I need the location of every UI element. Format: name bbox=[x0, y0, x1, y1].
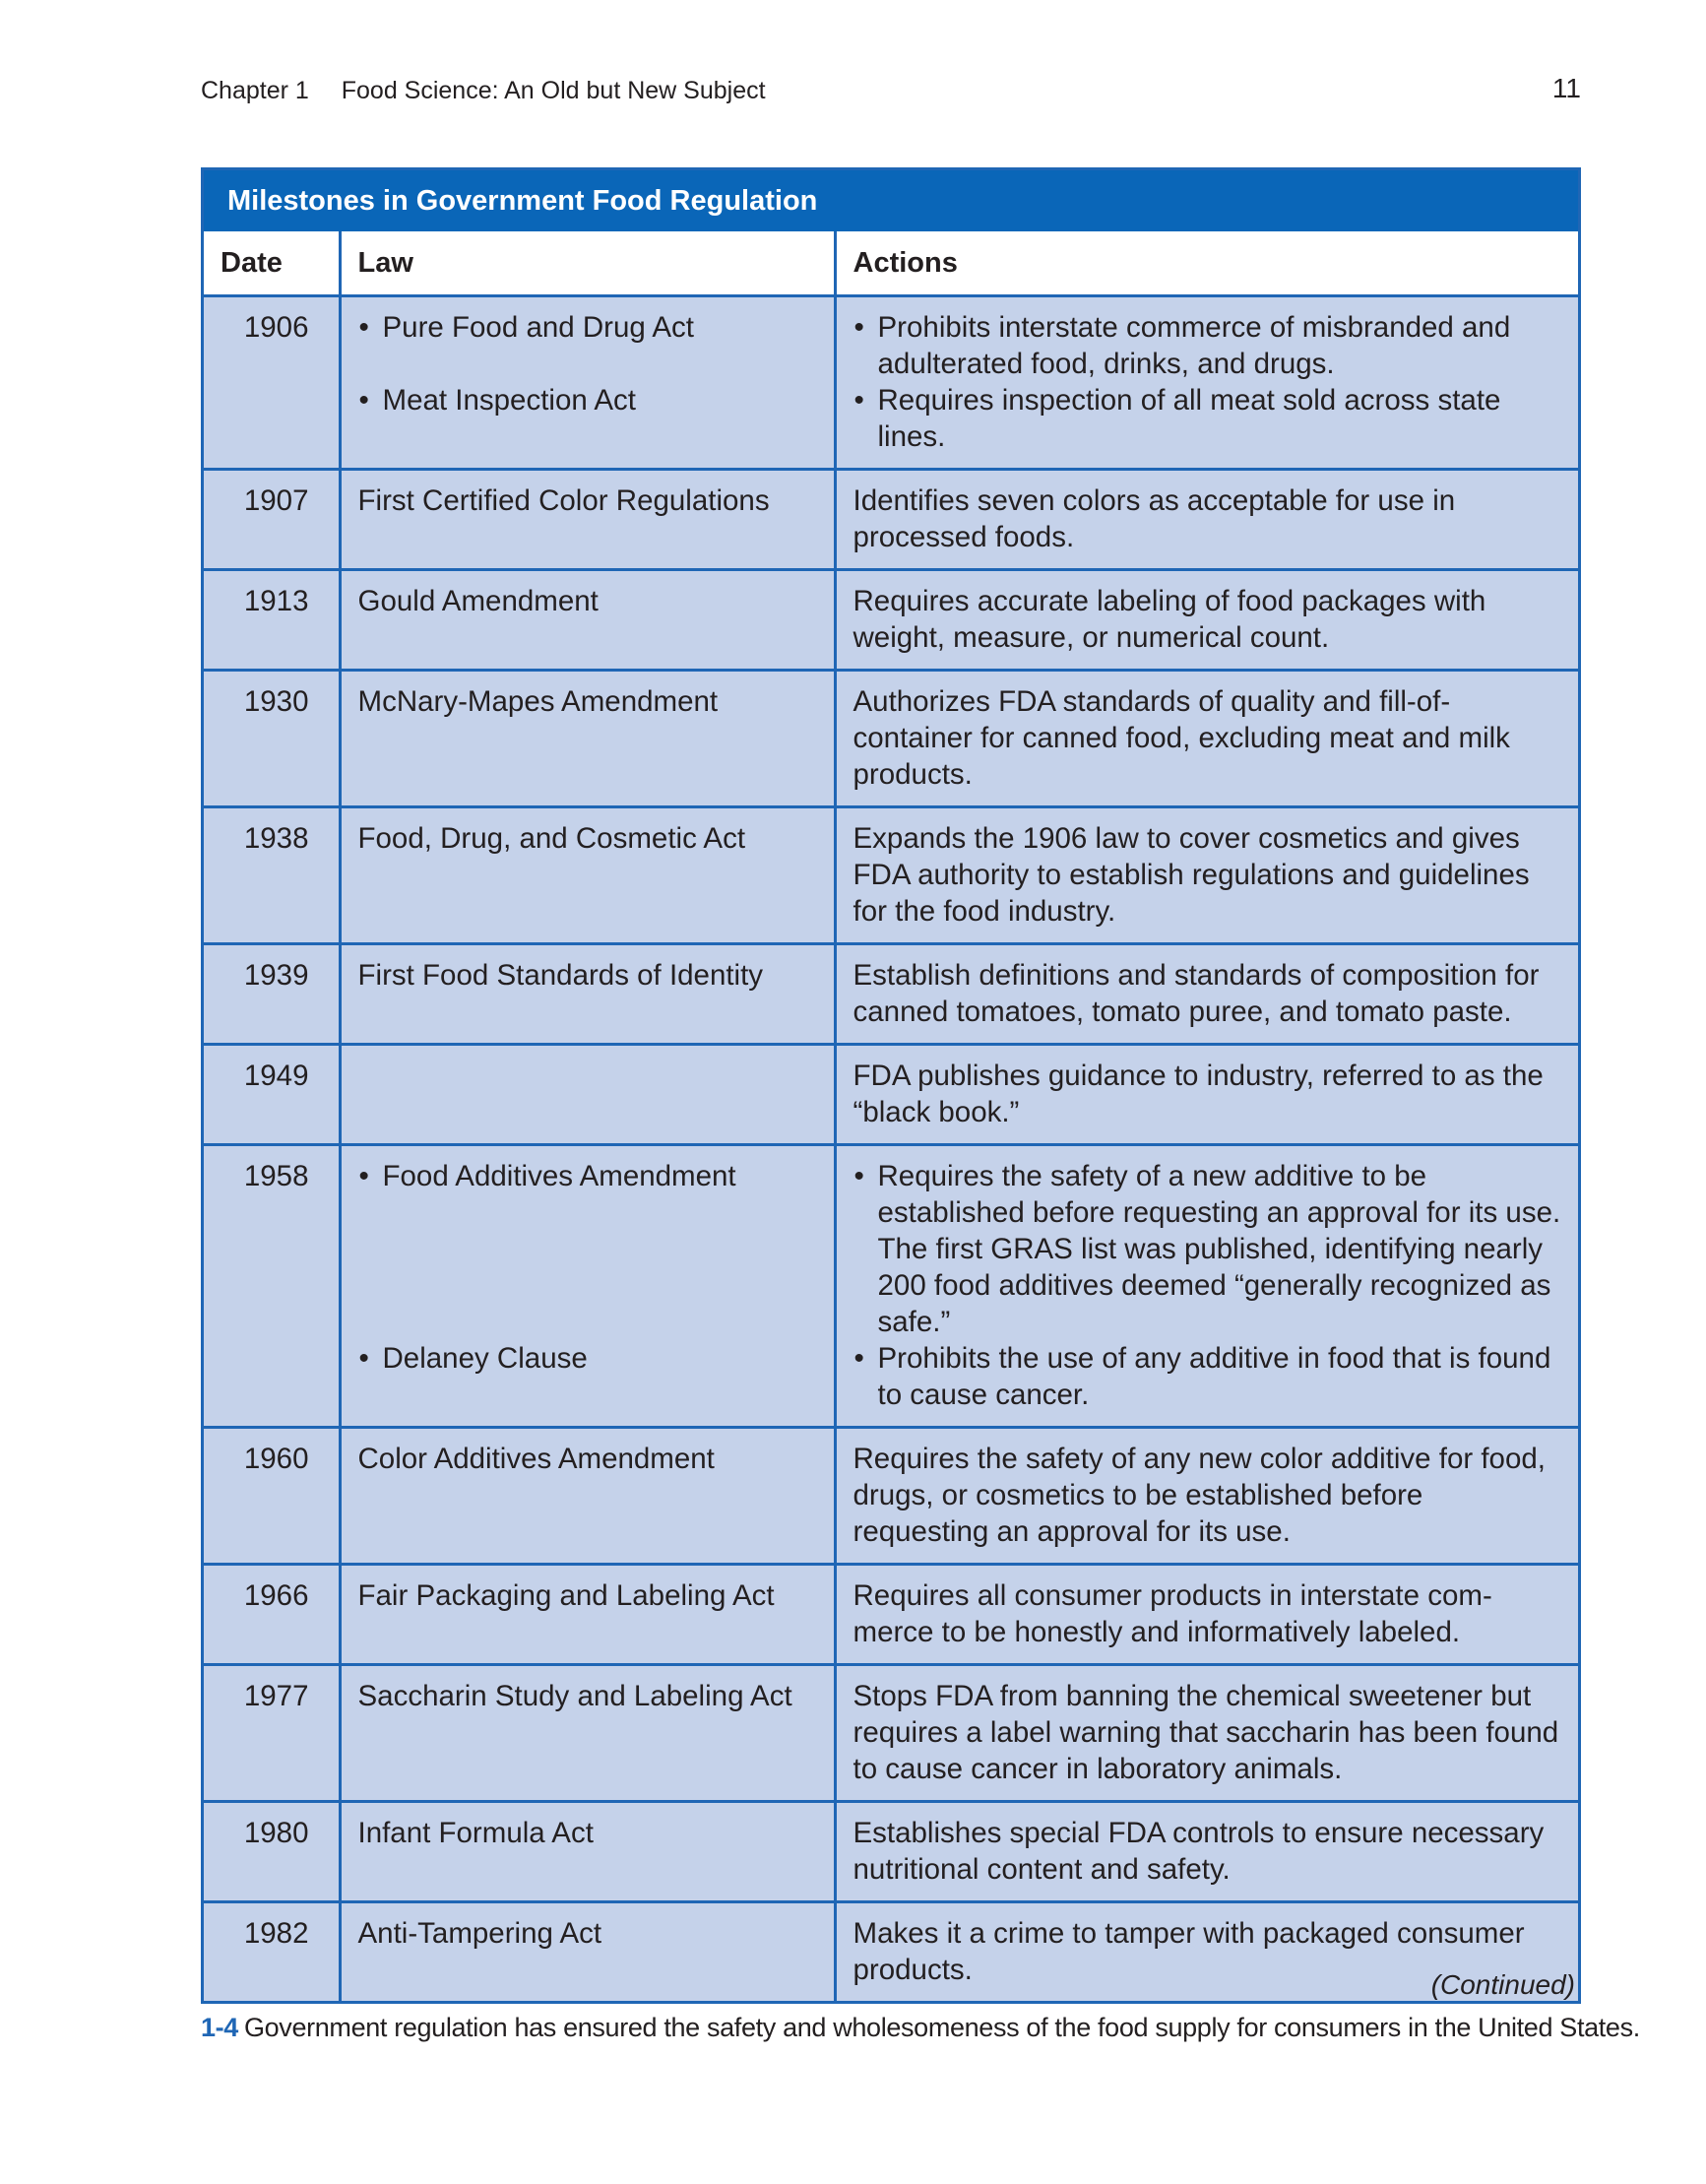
action-cell: Requires the safety of any new color additive for food, drugs, or cosmetics to be established before requesting an approval for its use. bbox=[835, 1428, 1578, 1565]
date-cell: 1982 bbox=[204, 1902, 340, 2002]
table-row bbox=[204, 1802, 1578, 1902]
law-cell: First Food Standards of Identity bbox=[340, 944, 835, 1045]
date-cell: 1938 bbox=[204, 807, 340, 944]
table-row bbox=[204, 1045, 1578, 1145]
action-cell: Expands the 1906 law to cover cosmetics and gives FDA authority to establish regulations and guidelines for the food industry. bbox=[835, 807, 1578, 944]
table-row bbox=[204, 1665, 1578, 1802]
table-row bbox=[204, 1902, 1578, 2002]
action-item: • Prohibits the use of any additive in food that is found to cause cancer. bbox=[853, 1340, 1562, 1413]
law-cell bbox=[340, 296, 835, 470]
action-cell: Establishes special FDA controls to ensure necessary nutritional content and safety. bbox=[835, 1802, 1578, 1902]
table-row bbox=[204, 807, 1578, 944]
figure-number: 1-4 bbox=[201, 2013, 238, 2042]
date-cell: 1960 bbox=[204, 1428, 340, 1565]
table-row bbox=[204, 470, 1578, 570]
action-cell: Identifies seven colors as acceptable for use in processed foods. bbox=[835, 470, 1578, 570]
action-cell: Makes it a crime to tamper with packaged consumer products. bbox=[835, 1902, 1578, 2002]
action-cell bbox=[835, 1145, 1578, 1428]
date-cell: 1949 bbox=[204, 1045, 340, 1145]
action-cell: Requires accurate labeling of food packages with weight, measure, or numerical count. bbox=[835, 570, 1578, 671]
chapter-title: Food Science: An Old but New Subject bbox=[341, 77, 766, 104]
law-cell: Infant Formula Act bbox=[340, 1802, 835, 1902]
milestones-table bbox=[201, 167, 1581, 2004]
date-cell: 1930 bbox=[204, 671, 340, 807]
table-title: Milestones in Government Food Regulation bbox=[204, 170, 1578, 231]
law-item: • Delaney Clause bbox=[358, 1340, 817, 1377]
column-header-actions: Actions bbox=[835, 231, 1578, 296]
law-list bbox=[358, 309, 817, 418]
page-number: 11 bbox=[1551, 73, 1581, 103]
date-cell: 1906 bbox=[204, 296, 340, 470]
law-item: • Meat Inspection Act bbox=[358, 382, 817, 418]
date-cell: 1907 bbox=[204, 470, 340, 570]
action-cell: Establish definitions and standards of composition for canned tomatoes, tomato puree, and tomato paste. bbox=[835, 944, 1578, 1045]
law-cell: First Certified Color Regulations bbox=[340, 470, 835, 570]
table-row bbox=[204, 570, 1578, 671]
date-cell: 1958 bbox=[204, 1145, 340, 1428]
action-item: • Requires the safety of a new additive to be established before requesting an approval for its use. The first GRAS list was published, identifying nearly 200 food additives deemed “generally recognized as safe.” bbox=[853, 1158, 1562, 1340]
table-row bbox=[204, 1565, 1578, 1665]
running-head bbox=[201, 75, 1581, 106]
column-header-date: Date bbox=[204, 231, 340, 296]
action-cell bbox=[835, 296, 1578, 470]
table-row bbox=[204, 944, 1578, 1045]
table-row bbox=[204, 671, 1578, 807]
table-row bbox=[204, 1428, 1578, 1565]
table-row bbox=[204, 296, 1578, 470]
action-list bbox=[853, 309, 1562, 455]
action-item: • Requires inspection of all meat sold across state lines. bbox=[853, 382, 1562, 455]
law-cell bbox=[340, 1045, 835, 1145]
law-cell: Gould Amendment bbox=[340, 570, 835, 671]
law-cell: Color Additives Amendment bbox=[340, 1428, 835, 1565]
chapter-label: Chapter 1 bbox=[201, 77, 309, 104]
action-item: • Prohibits interstate commerce of misbranded and adulterated food, drinks, and drugs. bbox=[853, 309, 1562, 382]
law-cell: McNary-Mapes Amendment bbox=[340, 671, 835, 807]
header-row bbox=[204, 231, 1578, 296]
law-cell: Saccharin Study and Labeling Act bbox=[340, 1665, 835, 1802]
law-item: • Food Additives Amendment bbox=[358, 1158, 817, 1194]
action-cell: Requires all consumer products in interstate com-merce to be honestly and informatively labeled. bbox=[835, 1565, 1578, 1665]
law-list bbox=[358, 1158, 817, 1377]
date-cell: 1913 bbox=[204, 570, 340, 671]
caption-text: Government regulation has ensured the safety and wholesomeness of the food supply for consumers in the United States. bbox=[243, 2013, 1640, 2042]
law-cell: Fair Packaging and Labeling Act bbox=[340, 1565, 835, 1665]
figure-caption bbox=[201, 2011, 1640, 2044]
date-cell: 1980 bbox=[204, 1802, 340, 1902]
date-cell: 1966 bbox=[204, 1565, 340, 1665]
table-row bbox=[204, 1145, 1578, 1428]
date-cell: 1977 bbox=[204, 1665, 340, 1802]
milestones-grid bbox=[204, 231, 1578, 2001]
action-cell: Authorizes FDA standards of quality and fill-of-container for canned food, excluding meat and milk products. bbox=[835, 671, 1578, 807]
column-header-law: Law bbox=[340, 231, 835, 296]
law-cell: Anti-Tampering Act bbox=[340, 1902, 835, 2002]
law-cell: Food, Drug, and Cosmetic Act bbox=[340, 807, 835, 944]
action-cell: FDA publishes guidance to industry, referred to as the “black book.” bbox=[835, 1045, 1578, 1145]
action-cell: Stops FDA from banning the chemical sweetener but requires a label warning that saccharin has been found to cause cancer in laboratory animals. bbox=[835, 1665, 1578, 1802]
law-item: • Pure Food and Drug Act bbox=[358, 309, 817, 346]
law-cell bbox=[340, 1145, 835, 1428]
continued-note: (Continued) bbox=[1430, 1969, 1575, 2000]
date-cell: 1939 bbox=[204, 944, 340, 1045]
action-list bbox=[853, 1158, 1562, 1413]
